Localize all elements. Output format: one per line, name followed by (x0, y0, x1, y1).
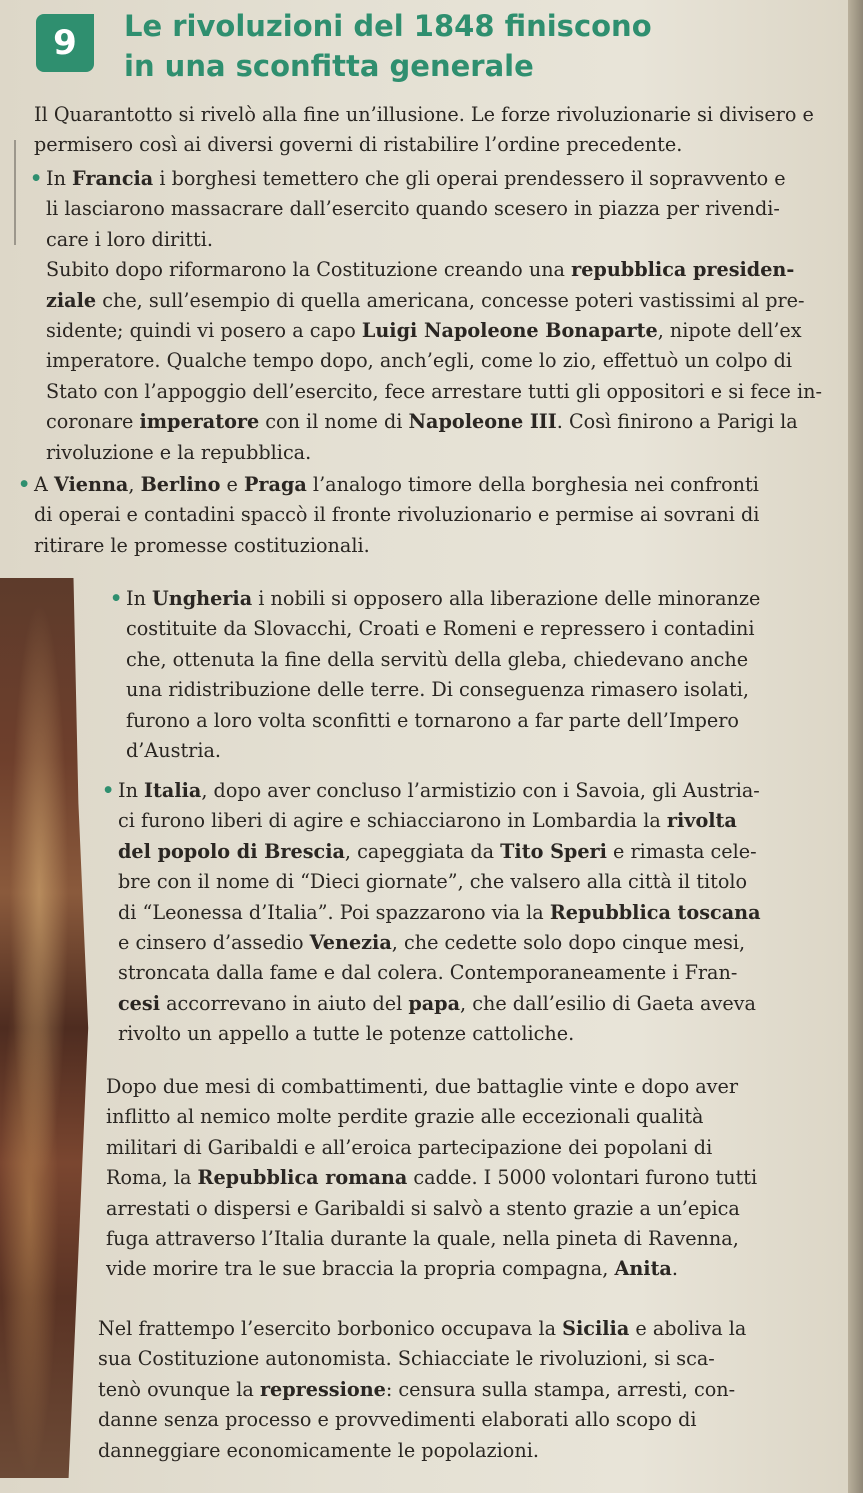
ungheria-line: costituite da Slovacchi, Croati e Romeni e repressero i contadini (126, 617, 755, 641)
sicilia-line: sua Costituzione autonomista. Schiacciate le rivoluzioni, si sca- (98, 1347, 715, 1371)
francia-line: li lasciarono massacrare dall’esercito quando scesero in piazza per rivendi- (46, 197, 780, 221)
francia-line: coronare imperatore con il nome di Napoleone III. Così finirono a Parigi la (46, 410, 798, 434)
section-title-line2: in una sconfitta generale (124, 49, 534, 83)
francia-line: ziale che, sull’esempio di quella americana, concesse poteri vastissimi al pre- (46, 288, 805, 312)
ungheria-line: una ridistribuzione delle terre. Di conseguenza rimasero isolati, (126, 678, 749, 702)
roma-paragraph (106, 1072, 828, 1285)
italia-line: di “Leonessa d’Italia”. Poi spazzarono via la Repubblica toscana (118, 900, 761, 924)
bullet-icon: • (30, 167, 43, 190)
ungheria-paragraph (110, 584, 826, 766)
sicilia-line: Nel frattempo l’esercito borbonico occupava la Sicilia e aboliva la (98, 1317, 747, 1340)
italia-line: e cinsero d’assedio Venezia, che cedette solo dopo cinque mesi, (118, 931, 746, 955)
vienna-line: di operai e contadini spaccò il fronte rivoluzionario e permise ai sovrani di (34, 503, 760, 527)
francia-line: sidente; quindi vi posero a capo Luigi Napoleone Bonaparte, nipote dell’ex (46, 319, 802, 343)
sicilia-paragraph (98, 1314, 828, 1466)
section-title (124, 6, 824, 86)
ungheria-line: d’Austria. (126, 739, 222, 763)
italia-line: bre con il nome di “Dieci giornate”, che valsero alla città il titolo (118, 870, 748, 894)
italia-line: ci furono liberi di agire e schiacciarono in Lombardia la rivolta (118, 809, 737, 833)
francia-line: Stato con l’appoggio dell’esercito, fece arrestare tutti gli oppositori e si fece in- (46, 379, 822, 403)
section-title-line1: Le rivoluzioni del 1848 finiscono (124, 9, 652, 43)
ungheria-line: • In Ungheria i nobili si opposero alla liberazione delle minoranze (126, 584, 826, 614)
italia-paragraph (102, 776, 828, 1050)
ungheria-line: che, ottenuta la fine della servitù della gleba, chiedevano anche (126, 647, 749, 671)
intro-line: permisero così ai diversi governi di ristabilire l’ordine precedente. (34, 133, 683, 157)
italia-line: cesi accorrevano in aiuto del papa, che dall’esilio di Gaeta aveva (118, 991, 756, 1015)
sicilia-line: danneggiare economicamente le popolazioni. (98, 1438, 539, 1462)
sicilia-line: tenò ovunque la repressione: censura sulla stampa, arresti, con- (98, 1377, 736, 1401)
roma-line: vide morire tra le sue braccia la propria compagna, Anita. (106, 1257, 678, 1281)
roma-line: inflitto al nemico molte perdite grazie alle eccezionali qualità (106, 1105, 704, 1129)
roma-line: Dopo due mesi di combattimenti, due battaglie vinte e dopo aver (106, 1075, 739, 1098)
italia-line: rivolto un appello a tutte le potenze cattoliche. (118, 1022, 575, 1046)
francia-line: care i loro diritti. (46, 227, 213, 251)
italia-line: del popolo di Brescia, capeggiata da Tito Speri e rimasta cele- (118, 839, 757, 863)
francia-line: • In Francia i borghesi temettero che gli operai prendessero il sopravvento e (46, 164, 826, 194)
roma-line: Roma, la Repubblica romana cadde. I 5000 volontari furono tutti (106, 1166, 758, 1190)
margin-mark (0, 140, 16, 245)
roma-line: arrestati o dispersi e Garibaldi si salvò a stento grazie a un’epica (106, 1196, 740, 1220)
vienna-line: • A Vienna, Berlino e Praga l’analogo timore della borghesia nei confronti (34, 470, 824, 500)
vienna-line: ritirare le promesse costituzionali. (34, 533, 370, 557)
bullet-icon: • (110, 587, 123, 610)
bullet-icon: • (18, 473, 31, 496)
intro-line: Il Quarantotto si rivelò alla fine un’illusione. Le forze rivoluzionarie si divisero e (34, 103, 814, 126)
francia-line: imperatore. Qualche tempo dopo, anch’egli, come lo zio, effettuò un colpo di (46, 349, 793, 373)
italia-line: • In Italia, dopo aver concluso l’armistizio con i Savoia, gli Austria- (118, 776, 828, 806)
intro-paragraph (34, 100, 824, 161)
francia-line: Subito dopo riformarono la Costituzione creando una repubblica presiden- (46, 258, 795, 282)
italia-line: stroncata dalla fame e dal colera. Contemporaneamente i Fran- (118, 961, 738, 985)
roma-line: fuga attraverso l’Italia durante la quale, nella pineta di Ravenna, (106, 1227, 739, 1251)
ungheria-line: furono a loro volta sconfitti e tornarono a far parte dell’Impero (126, 708, 739, 732)
sicilia-line: danne senza processo e provvedimenti elaborati allo scopo di (98, 1408, 697, 1432)
page-edge (848, 0, 863, 1493)
roma-line: militari di Garibaldi e all’eroica partecipazione dei popolani di (106, 1135, 713, 1159)
section-number-badge: 9 (36, 14, 94, 72)
vienna-paragraph (18, 470, 824, 561)
francia-line: rivoluzione e la repubblica. (46, 440, 312, 464)
francia-paragraph (30, 164, 826, 468)
bullet-icon: • (102, 779, 115, 802)
